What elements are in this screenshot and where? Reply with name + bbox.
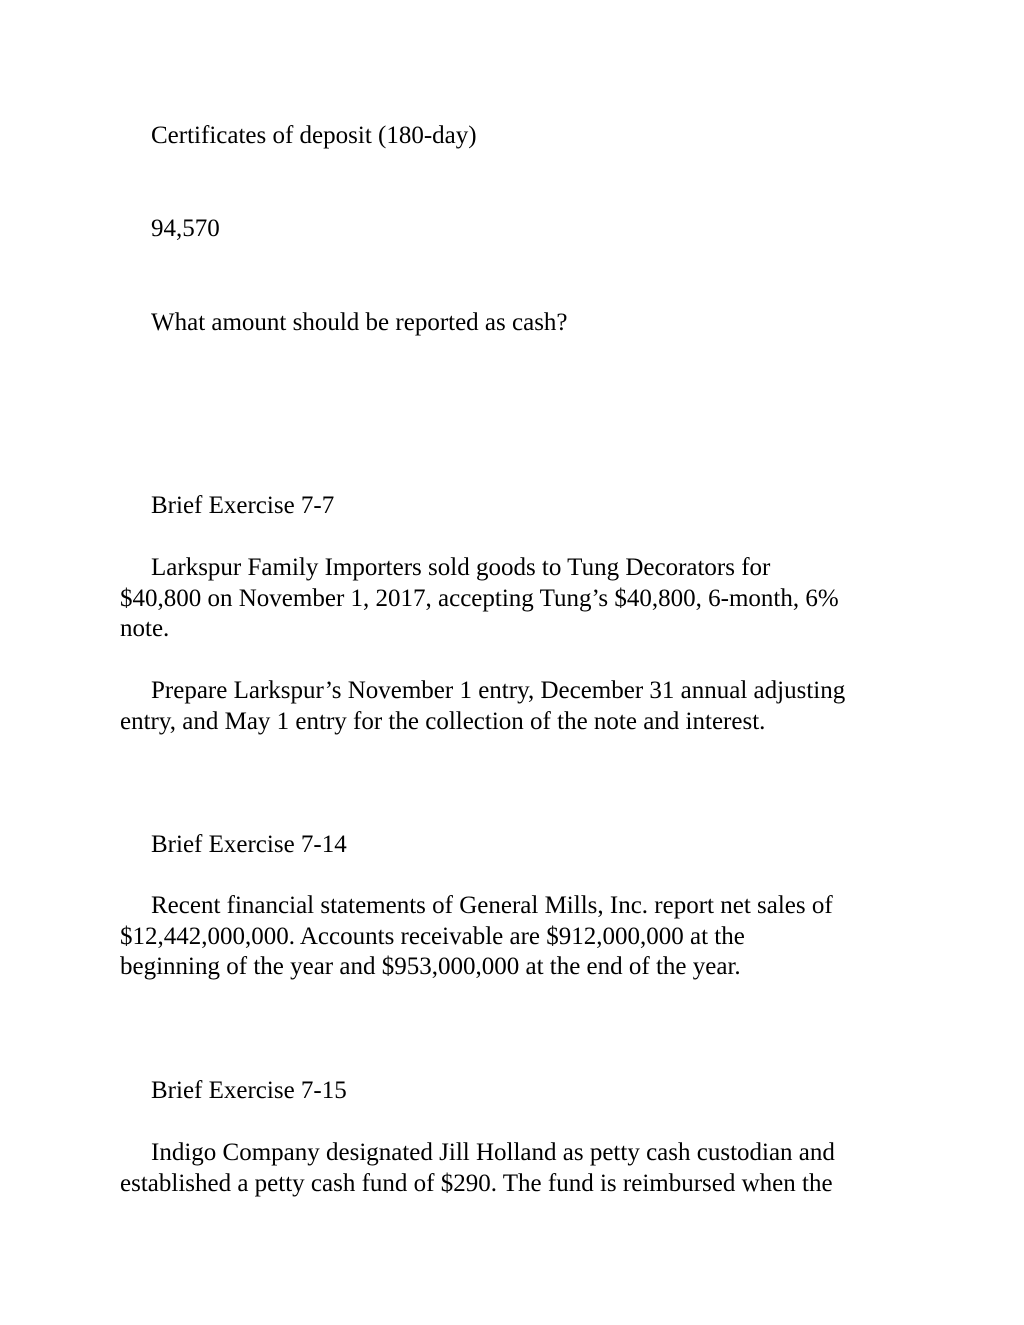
be-7-15-heading <box>120 1076 910 1107</box>
text-line: Brief Exercise 7-15 <box>151 1077 347 1104</box>
text-line: Larkspur Family Importers sold goods to Tung Decorators for <box>151 554 771 581</box>
be-7-14-body-paragraph <box>120 891 910 983</box>
be-7-7-instruction-paragraph <box>120 676 910 737</box>
text-line: Brief Exercise 7-14 <box>151 831 347 858</box>
be-7-7-body-paragraph <box>120 553 910 645</box>
text-line: entry, and May 1 entry for the collection of the note and interest. <box>120 707 766 735</box>
text-line: Recent financial statements of General Mills, Inc. report net sales of <box>151 892 833 919</box>
text-line: $12,442,000,000. Accounts receivable are $912,000,000 at the <box>120 922 745 950</box>
text-line: What amount should be reported as cash? <box>151 309 568 336</box>
cd-amount-paragraph <box>120 214 910 245</box>
text-line: $40,800 on November 1, 2017, accepting Tung’s $40,800, 6-month, 6% <box>120 584 839 612</box>
be-7-14-heading <box>120 830 910 861</box>
text-line: Prepare Larkspur’s November 1 entry, December 31 annual adjusting <box>151 677 846 704</box>
text-line: Certificates of deposit (180-day) <box>151 122 477 149</box>
text-line: Indigo Company designated Jill Holland as petty cash custodian and <box>151 1139 835 1166</box>
text-line: established a petty cash fund of $290. The fund is reimbursed when the <box>120 1169 833 1197</box>
cash-question-paragraph <box>120 308 910 339</box>
text-line: Brief Exercise 7-7 <box>151 492 335 519</box>
text-line: beginning of the year and $953,000,000 at the end of the year. <box>120 953 741 980</box>
be-7-15-body-paragraph <box>120 1138 910 1199</box>
cd-label-paragraph <box>120 121 910 152</box>
be-7-7-heading <box>120 491 910 522</box>
text-line: 94,570 <box>151 215 220 242</box>
text-line: note. <box>120 615 170 642</box>
